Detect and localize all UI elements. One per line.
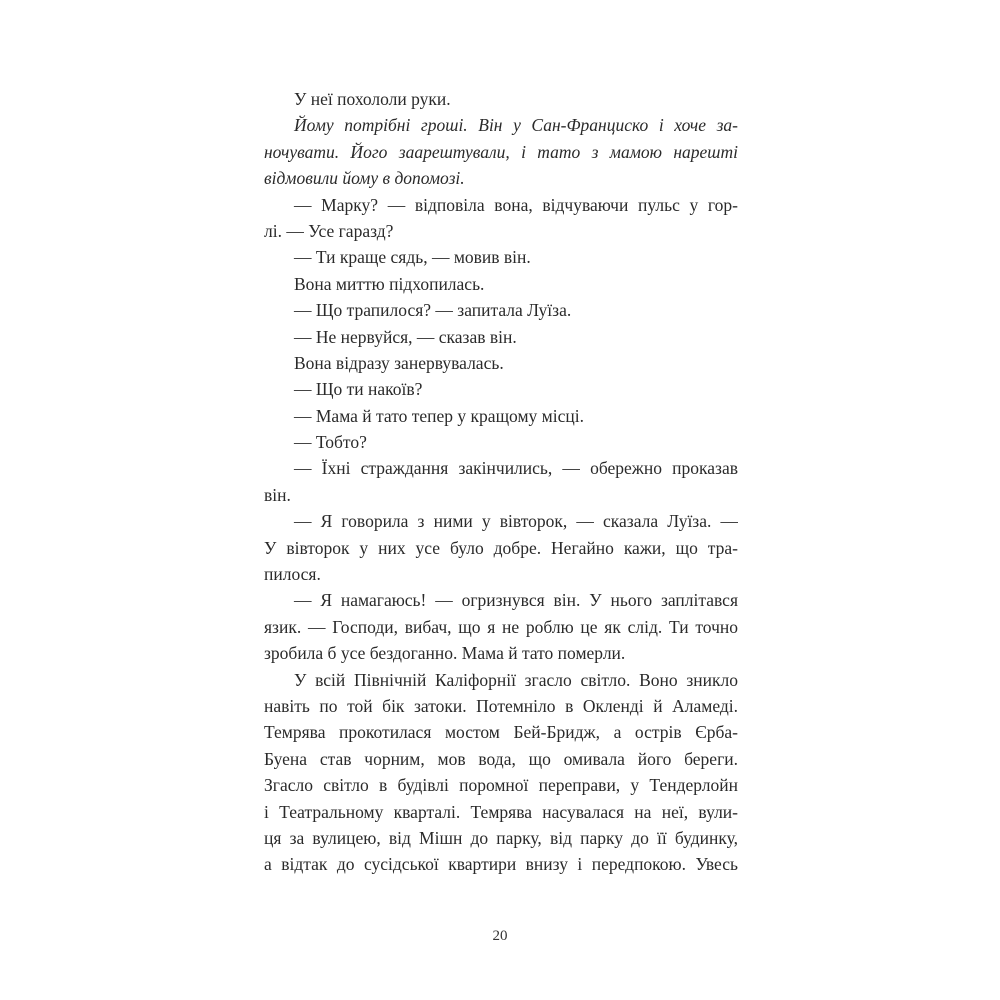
text-line: Згасло світло в будівлі поромної переправи, у Тендерлойн [264, 775, 738, 796]
text-line: Вона відразу занервувалась. [294, 352, 504, 373]
text-line: і Театральному кварталі. Темрява насувалася на неї, вули- [264, 801, 738, 822]
text-line: — Не нервуйся, — сказав він. [294, 326, 517, 347]
text-line: — Я намагаюсь! — огризнувся він. У нього заплітався [294, 590, 738, 611]
text-line: він. [264, 484, 291, 505]
text-line: пилося. [264, 564, 321, 585]
text-line: ця за вулицею, від Мішн до парку, від парку до її будинку, [264, 827, 738, 848]
text-line: У неї похололи руки. [294, 89, 451, 109]
text-line: Буена став чорним, мов вода, що омивала його береги. [264, 748, 738, 769]
text-line: лі. — Усе гаразд? [264, 220, 394, 241]
text-line: У всій Північній Каліфорнії згасло світло. Воно зникло [294, 669, 738, 690]
text-line: Йому потрібні гроші. Він у Сан-Франциско і хоче за- [294, 115, 738, 136]
text-line: язик. — Господи, вибач, що я не роблю це як слід. Ти точно [264, 616, 738, 637]
text-line: Темрява прокотилася мостом Бей-Бридж, а острів Єрба- [264, 722, 738, 743]
text-line: Вона миттю підхопилась. [294, 273, 485, 294]
text-line: — Їхні страждання закінчились, — обережно проказав [294, 458, 738, 479]
text-line: — Марку? — відповіла вона, відчуваючи пульс у гор- [294, 194, 738, 215]
text-line: зробила б усе бездоганно. Мама й тато померли. [264, 643, 626, 664]
text-line: — Мама й тато тепер у кращому місці. [294, 405, 584, 426]
text-line: — Ти краще сядь, — мовив він. [294, 247, 531, 268]
text-line: — Що трапилося? — запитала Луїза. [294, 300, 572, 321]
text-line: відмовили йому в допомозі. [264, 168, 465, 189]
text-line: У вівторок у них усе було добре. Негайно кажи, що тра- [264, 537, 738, 558]
page-number: 20 [492, 928, 508, 944]
text-line: — Тобто? [294, 432, 367, 453]
text-line: ночувати. Його заарештували, і тато з мамою нарешті [264, 141, 738, 162]
text-line: а відтак до сусідської квартири внизу і передпокою. Увесь [264, 854, 738, 875]
text-line: навіть по той бік затоки. Потемніло в Окленді й Аламеді. [264, 695, 738, 716]
text-line: — Я говорила з ними у вівторок, — сказала Луїза. — [294, 511, 738, 532]
page-body [264, 86, 738, 878]
text-line: — Що ти накоїв? [294, 379, 423, 400]
